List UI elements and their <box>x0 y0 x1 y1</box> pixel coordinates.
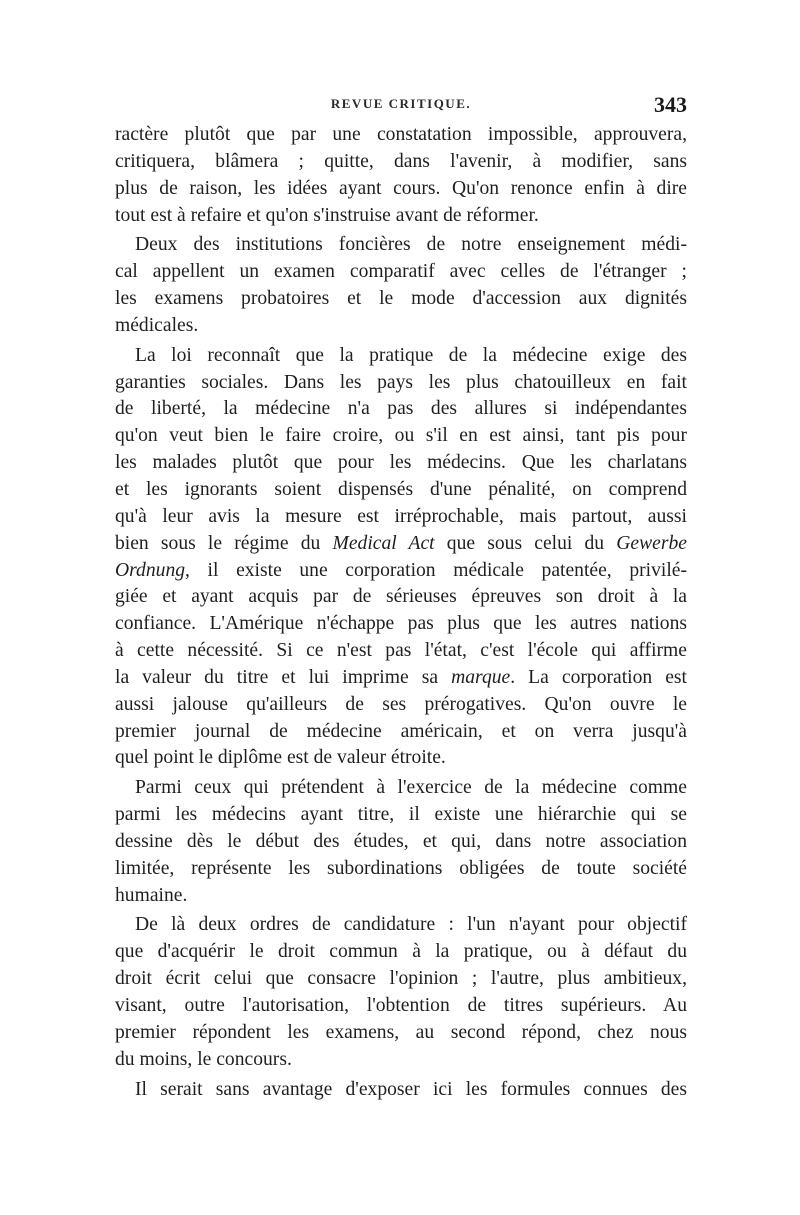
text-line: du moins, le concours. <box>115 1048 292 1070</box>
text-run: , il existe une corporation médicale patentée, privilé- <box>185 559 687 581</box>
text-line: giée et ayant acquis par de sérieuses épreuves son droit à la <box>115 586 687 608</box>
text-line: droit écrit celui que consacre l'opinion ; l'autre, plus ambitieux, <box>115 968 687 990</box>
text-line: Parmi ceux qui prétendent à l'exercice de la médecine comme <box>135 777 687 799</box>
text-line-mixed <box>115 558 687 585</box>
italic-term: marque <box>451 666 511 688</box>
text-line: de liberté, la médecine n'a pas des allures si indépendantes <box>115 398 687 420</box>
text-line: et les ignorants soient dispensés d'une pénalité, on comprend <box>115 478 687 500</box>
text-line: tout est à refaire et qu'on s'instruise avant de réformer. <box>115 204 539 226</box>
text-line: les examens probatoires et le mode d'accession aux dignités <box>115 288 687 310</box>
text-line: garanties sociales. Dans les pays les plus chatouilleux en fait <box>115 371 687 393</box>
text-line: dessine dès le début des études, et qui, dans notre association <box>115 830 687 852</box>
text-line: confiance. L'Amérique n'échappe pas plus que les autres nations <box>115 613 687 635</box>
text-line: que d'acquérir le droit commun à la pratique, ou à défaut du <box>115 941 687 963</box>
paragraph-5 <box>115 912 687 1073</box>
text-run: . La corporation est <box>510 666 687 688</box>
text-line: Il serait sans avantage d'exposer ici les formules connues des <box>135 1078 687 1100</box>
body-text <box>115 122 687 1103</box>
text-line: médicales. <box>115 314 199 336</box>
text-line: à cette nécessité. Si ce n'est pas l'état, c'est l'école qui affirme <box>115 640 687 662</box>
paragraph-4 <box>115 775 687 909</box>
paragraph-3 <box>115 343 687 773</box>
text-line: plus de raison, les idées ayant cours. Qu'on renonce enfin à dire <box>115 177 687 199</box>
text-line: ractère plutôt que par une constatation impossible, approuvera, <box>115 124 687 145</box>
page-header <box>115 92 687 118</box>
text-line-mixed <box>115 665 687 692</box>
text-line: premier journal de médecine américain, et on verra jusqu'à <box>115 720 687 742</box>
text-line: critiquera, blâmera ; quitte, dans l'avenir, à modifier, sans <box>115 150 687 172</box>
text-line: parmi les médecins ayant titre, il existe une hiérarchie qui se <box>115 804 687 826</box>
text-run: la valeur du titre et lui imprime sa <box>115 666 452 688</box>
text-line: Deux des institutions foncières de notre enseignement médi- <box>135 234 687 256</box>
text-line: les malades plutôt que pour les médecins. Que les charlatans <box>115 452 687 474</box>
italic-term: Ordnung <box>115 559 186 581</box>
running-title: REVUE CRITIQUE. <box>330 96 472 111</box>
text-line: limitée, représente les subordinations obligées de toute société <box>115 857 687 879</box>
paragraph-2 <box>115 232 687 339</box>
italic-term: Medical Act <box>332 532 435 554</box>
italic-term: Gewerbe <box>616 532 687 554</box>
text-line-mixed <box>115 531 687 558</box>
text-line: qu'on veut bien le faire croire, ou s'il en est ainsi, tant pis pour <box>115 425 687 447</box>
paragraph-1 <box>115 122 687 229</box>
text-line: cal appellent un examen comparatif avec celles de l'étranger ; <box>115 261 687 283</box>
text-run: bien sous le régime du <box>115 532 333 554</box>
text-line: qu'à leur avis la mesure est irréprochable, mais partout, aussi <box>115 505 687 527</box>
text-line: premier répondent les examens, au second répond, chez nous <box>115 1021 687 1043</box>
text-line: La loi reconnaît que la pratique de la médecine exige des <box>135 344 687 366</box>
text-line: visant, outre l'autorisation, l'obtention de titres supérieurs. Au <box>115 995 687 1016</box>
text-line: De là deux ordres de candidature : l'un n'ayant pour objectif <box>135 914 687 936</box>
text-run: que sous celui du <box>434 532 617 554</box>
paragraph-6 <box>115 1077 687 1104</box>
text-line: aussi jalouse qu'ailleurs de ses prérogatives. Qu'on ouvre le <box>115 693 687 715</box>
text-line: quel point le diplôme est de valeur étroite. <box>115 747 446 769</box>
text-line: humaine. <box>115 884 188 906</box>
page-number: 343 <box>654 92 687 117</box>
